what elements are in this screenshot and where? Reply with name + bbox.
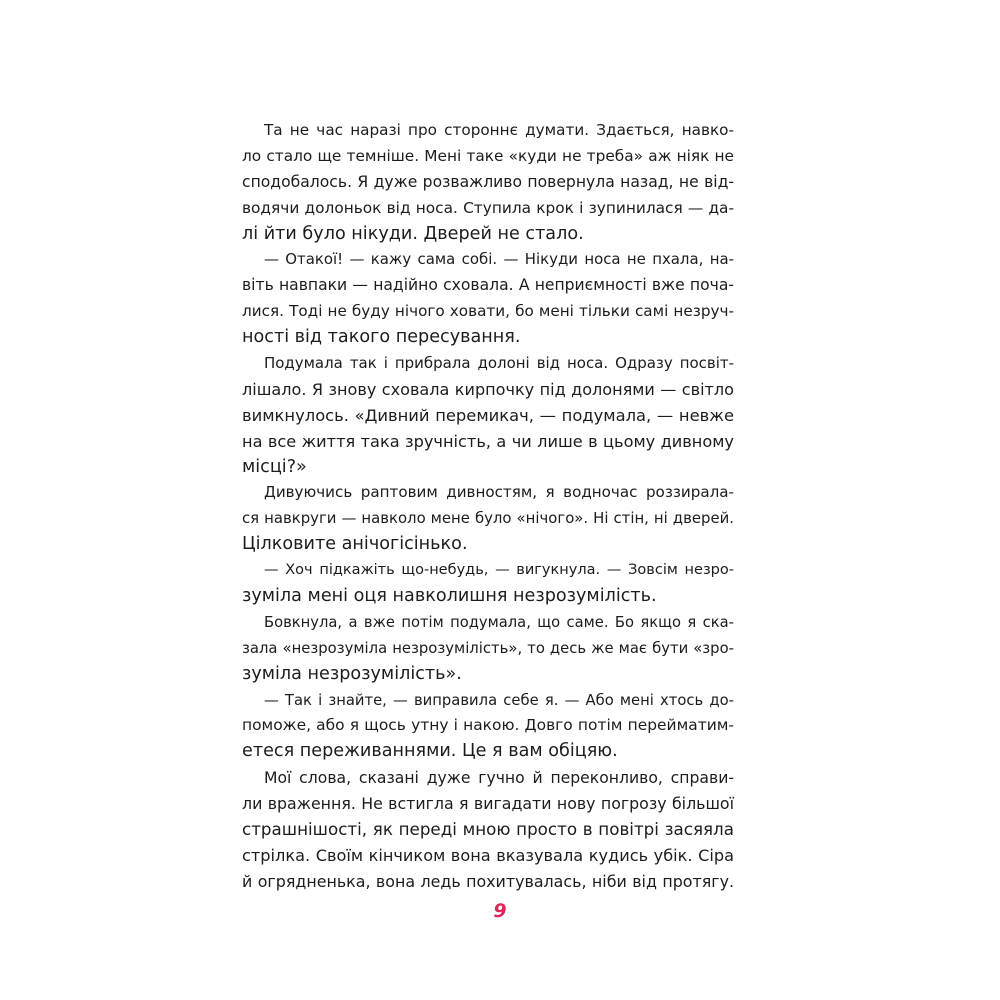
page-number: 9 (493, 900, 507, 922)
text-line: на все життя така зручність, а чи лише в цьому дивному (242, 431, 734, 451)
text-line: й огрядненька, вона ледь похитувалась, ніби від протягу. (242, 871, 734, 891)
text-line: вимкнулось. «Дивний перемикач, — подумала, — невже (242, 405, 734, 425)
text-line: — Хоч підкажіть що-небудь, — вигукнула. — Зовсім незро- (264, 562, 734, 579)
text-line: етеся переживаннями. Це я вам обіцяю. (242, 741, 618, 762)
text-line: зуміла мені оця навколишня незрозумілість. (242, 586, 657, 607)
text-line: — Отакої! — кажу сама собі. — Нікуди носа не пхала, на- (264, 250, 734, 269)
text-line: поможе, або я щось утну і накою. Довго потім перейматим- (242, 716, 734, 735)
text-line: Подумала так і прибрала долоні від носа. Одразу посвіт- (264, 354, 734, 373)
text-line: Дивуючись раптовим дивностям, я водночас роззирала- (264, 483, 734, 502)
text-line: водячи долоньок від носа. Ступила крок і зупинилася — да- (242, 198, 734, 217)
text-line: Цілковите анічогісінько. (242, 534, 468, 555)
text-line: місці?» (242, 456, 307, 477)
text-line: Та не час наразі про стороннє думати. Здається, навко- (264, 121, 734, 139)
text-line: страшнішості, як переді мною просто в повітрі засяяла (242, 819, 734, 840)
text-line: Мої слова, сказані дуже гучно й переконливо, справи- (264, 768, 734, 788)
text-line: лі йти було нікуди. Дверей не стало. (242, 223, 584, 244)
text-line: сподобалось. Я дуже розважливо повернула назад, не від- (242, 172, 734, 191)
text-line: ли враження. Не встигла я вигадати нову погрозу більшої (242, 794, 734, 814)
body-text (242, 118, 734, 895)
text-line: стрілка. Своїм кінчиком вона вказувала кудись убік. Сіра (242, 845, 734, 865)
text-line: Бовкнула, а вже потім подумала, що саме. Бо якщо я ска- (264, 613, 734, 631)
text-line: ло стало ще темніше. Мені таке «куди не треба» аж ніяк не (242, 146, 734, 165)
text-line: лішало. Я знову сховала кирпочку під долонями — світло (242, 379, 734, 399)
text-line: зала «незрозуміла незрозумілість», то десь же має бути «зро- (242, 639, 734, 657)
text-line: ся навкруги — навколо мене було «нічого». Ні стін, ні дверей. (242, 509, 734, 528)
text-line: — Так і знайте, — виправила себе я. — Або мені хтось до- (264, 691, 734, 709)
text-line: віть навпаки — надійно сховала. А неприємності вже поча- (242, 276, 734, 295)
text-line: зуміла незрозумілість». (242, 663, 462, 684)
text-line: лися. Тоді не буду нічого ховати, бо мені тільки самі незруч- (242, 302, 734, 321)
text-line: ності від такого пересування. (242, 327, 521, 348)
